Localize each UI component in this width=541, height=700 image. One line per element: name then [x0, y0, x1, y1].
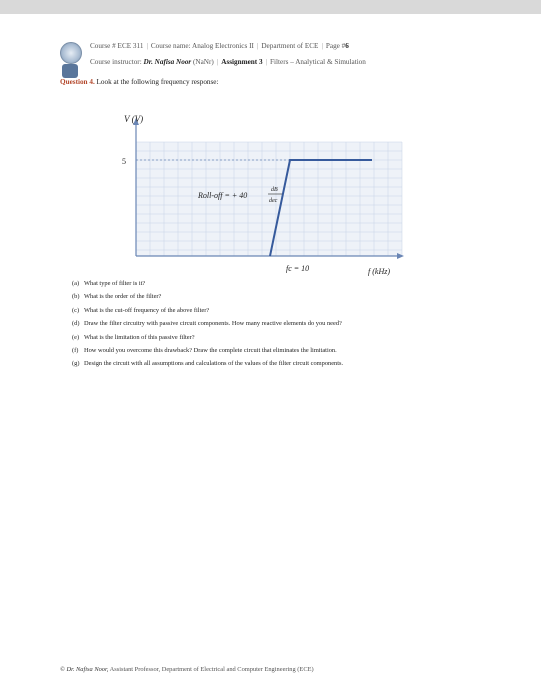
subquestion-label: (d) [72, 320, 80, 328]
question-line [60, 78, 219, 86]
y-tick-label: 5 [122, 157, 126, 166]
department-seal [62, 64, 78, 78]
header-course-line: Course # ECE 311 | Course name: Analog Electronics II | Department of ECE | Page #6 [90, 42, 349, 50]
course-code: Course # ECE 311 [90, 42, 144, 50]
subquestion-item [72, 334, 343, 347]
subquestion-label: (b) [72, 293, 80, 301]
page-number: 6 [345, 42, 349, 50]
subquestion-label: (e) [72, 333, 80, 341]
department: Department of ECE [261, 42, 319, 50]
subquestion-label: (a) [72, 280, 80, 287]
subquestion-item [72, 293, 343, 306]
subquestion-item [72, 307, 343, 320]
subquestion-item [72, 347, 343, 360]
subquestion-text: Draw the filter circuitry with passive circuit components. How many reactive elements do you need? [84, 320, 342, 328]
subquestion-text: Design the circuit with all assumptions and calculations of the values of the filter circuit components. [84, 360, 344, 368]
subquestion-label: (f) [72, 346, 79, 354]
header-instructor-line: Course instructor: Dr. Nafisa Noor (NaNr) | Assignment 3 | Filters – Analytical & Simulation [90, 58, 366, 66]
footer-affiliation: Assistant Professor, Department of Electrical and Computer Engineering (ECE) [109, 666, 314, 673]
topic: Filters – Analytical & Simulation [270, 58, 366, 66]
subquestion-text: What type of filter is it? [84, 280, 146, 287]
subquestion-text: What is the order of the filter? [84, 293, 162, 301]
footer-author: © Dr. Nafisa Noor, [60, 666, 109, 673]
x-axis-label: f (kHz) [368, 267, 390, 276]
assignment: Assignment 3 [221, 58, 263, 66]
page-prefix: Page # [325, 42, 346, 50]
instructor-label: Course instructor: [90, 58, 142, 66]
subquestion-item [72, 320, 343, 333]
subquestion-text: What is the limitation of this passive filter? [84, 333, 195, 341]
document-page [0, 14, 541, 700]
subquestion-item [72, 360, 343, 373]
subquestion-text: What is the cut-off frequency of the above filter? [84, 306, 210, 314]
footer [60, 666, 314, 673]
subquestion-label: (c) [72, 306, 80, 314]
rolloff-unit-den: dec [269, 198, 278, 204]
rolloff-unit-num: dB [271, 187, 278, 193]
frequency-response-chart [110, 106, 420, 276]
cutoff-label: fc = 10 [286, 264, 310, 273]
university-logo [60, 42, 82, 64]
course-name: Course name: Analog Electronics II [150, 42, 254, 50]
question-label: Question 4. [60, 78, 95, 86]
question-text: Look at the following frequency response: [96, 78, 219, 86]
subquestion-label: (g) [72, 360, 80, 368]
y-axis-label: V (V) [124, 114, 144, 124]
subquestion-item [72, 280, 343, 293]
rolloff-label: Roll-off = + 40 [198, 191, 248, 200]
instructor-nick: (NaNr) [193, 58, 214, 66]
subquestion-text: How would you overcome this drawback? Draw the complete circuit that eliminates the limitation. [84, 346, 337, 354]
instructor-name: Dr. Nafisa Noor [143, 58, 192, 66]
subquestion-list [72, 280, 343, 374]
